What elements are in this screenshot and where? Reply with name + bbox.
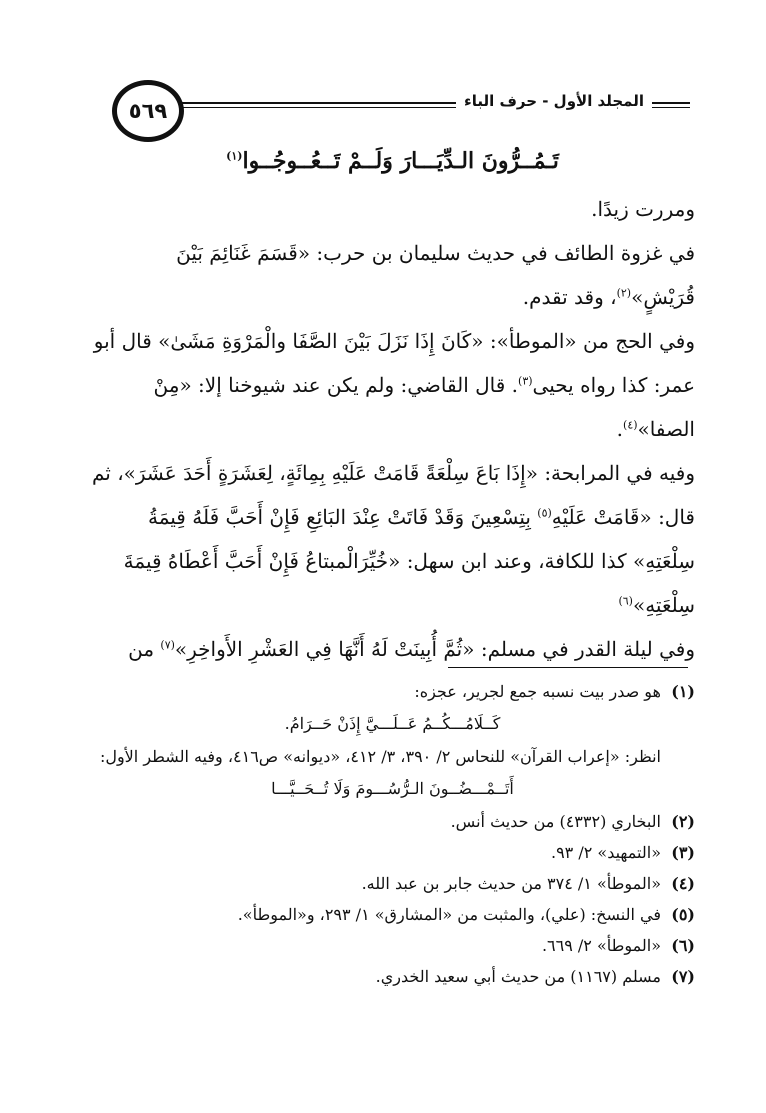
footnote-ref: (٢) <box>616 286 632 300</box>
footnote-ref: (٦) <box>618 594 633 608</box>
paragraph-text: من <box>128 637 161 661</box>
footnote-text: انظر: «إعراب القرآن» للنحاس ٢/ ٣٩٠، ٣/ ٤١٢، «ديوانه» ص٤١٦، وفيه الشطر الأول: <box>99 747 661 766</box>
poetry-verse <box>90 135 695 187</box>
footnote-ref: (٤) <box>623 418 638 432</box>
footnote-text: «الموطأ» ١/ ٣٧٤ من حديث جابر بن عبد الله. <box>361 874 661 893</box>
footnote-number: (٧) <box>671 967 695 986</box>
paragraph-text: وفي ليلة القدر في مسلم: «ثُمَّ أُبِينَتْ لَهُ أَنَّهَا فِي العَشْرِ الأَواخِرِ» <box>174 637 695 661</box>
paragraph-text: ، وقد تقدم. <box>522 285 617 309</box>
footnotes <box>90 676 695 992</box>
footnote <box>90 676 695 707</box>
footnote <box>90 837 695 868</box>
footnote-ref: (٧) <box>160 638 175 652</box>
footnote-number <box>669 741 695 772</box>
footnote <box>90 806 695 837</box>
footnote <box>90 899 695 930</box>
footnote <box>90 930 695 961</box>
page-number-badge <box>112 80 184 142</box>
footnote-text: مسلم (١١٦٧) من حديث أبي سعيد الخدري. <box>375 967 661 986</box>
footnote-verse: أَتَــمْـــضُــونَ الـرُّسُـــومَ وَلَا تُــحَــيَّـــا <box>271 779 514 798</box>
footnote-ref: (١) <box>226 149 243 163</box>
paragraph-text: بِتِسْعِينَ وَقَدْ فَاتَتْ عِنْدَ البَائِعِ فَإِنْ أَحَبَّ فَلَهُ قِيمَةُ سِلْعَتِهِ» كذا للكافة، وعند ابن سهل: «خُيِّرَالْمبتاعُ فَإِنْ أَحَبَّ أَعْطَاهُ قِيمَةَ سِلْعَتِهِ» <box>123 505 695 617</box>
footnote-ref: (٥) <box>537 506 552 520</box>
footnote-number: (٤) <box>671 874 695 893</box>
footnote-text: «التمهيد» ٢/ ٩٣. <box>550 843 661 862</box>
footnote-text: «الموطأ» ٢/ ٦٦٩. <box>541 936 661 955</box>
footnote <box>90 868 695 899</box>
footnote-text: هو صدر بيت نسبه جمع لجرير، عجزه: <box>414 682 661 701</box>
paragraph-3 <box>90 319 695 451</box>
paragraph-text: وفيه في المرابحة: «إِذَا بَاعَ سِلْعَةً قَامَتْ عَلَيْهِ بِمِائَةٍ، لِعَشَرَةٍ أَحَدَ عَشَرَ»، ثم قال: «قَامَتْ عَلَيْهِ <box>91 461 695 529</box>
paragraph-text: في غزوة الطائف في حديث سليمان بن حرب: «قَسَمَ غَنَائِمَ بَيْنَ قُرَيْشٍ» <box>176 241 695 309</box>
footnote-number: (١) <box>671 682 695 701</box>
page-header <box>90 78 690 138</box>
footnote-number: (٦) <box>671 936 695 955</box>
paragraph-5 <box>90 627 695 671</box>
running-title: المجلد الأول - حرف الباء <box>456 92 652 110</box>
footnote-number: (٣) <box>671 843 695 862</box>
paragraph-2 <box>90 231 695 319</box>
verse-text: تَـمُــرُّونَ الـدِّيَـــارَ وَلَــمْ تَــعُــوجُــوا <box>242 148 559 174</box>
footnote-text: البخاري (٤٣٣٢) من حديث أنس. <box>450 812 661 831</box>
footnote <box>90 961 695 992</box>
paragraph-4 <box>90 451 695 627</box>
paragraph-text: . قال القاضي: ولم يكن عند شيوخنا إلا: «مِنْ الصفا» <box>153 373 695 441</box>
paragraph-text: . <box>616 417 624 441</box>
footnote-separator <box>448 667 688 668</box>
footnote-verse: كَــلَامُـــكُــمُ عَــلَـــيَّ إِذَنْ حَــرَامُ. <box>284 714 501 733</box>
paragraph-text: وفي الحج من «الموطأ»: «كَانَ إِذَا نَزَلَ بَيْنَ الصَّفَا والْمَرْوَةِ مَشَىٰ» قال أبو عمر: كذا رواه يحيى <box>93 329 695 397</box>
footnote-number: (٢) <box>671 812 695 831</box>
main-text <box>90 135 695 671</box>
footnote <box>90 741 695 772</box>
footnote-ref: (٣) <box>518 374 533 388</box>
paragraph-1: ومررت زيدًا. <box>591 197 695 221</box>
footnote-text: في النسخ: (علي)، والمثبت من «المشارق» ١/ ٢٩٣، و«الموطأ». <box>237 905 661 924</box>
footnote-number: (٥) <box>671 905 695 924</box>
page-number: ٥٦٩ <box>128 99 168 123</box>
